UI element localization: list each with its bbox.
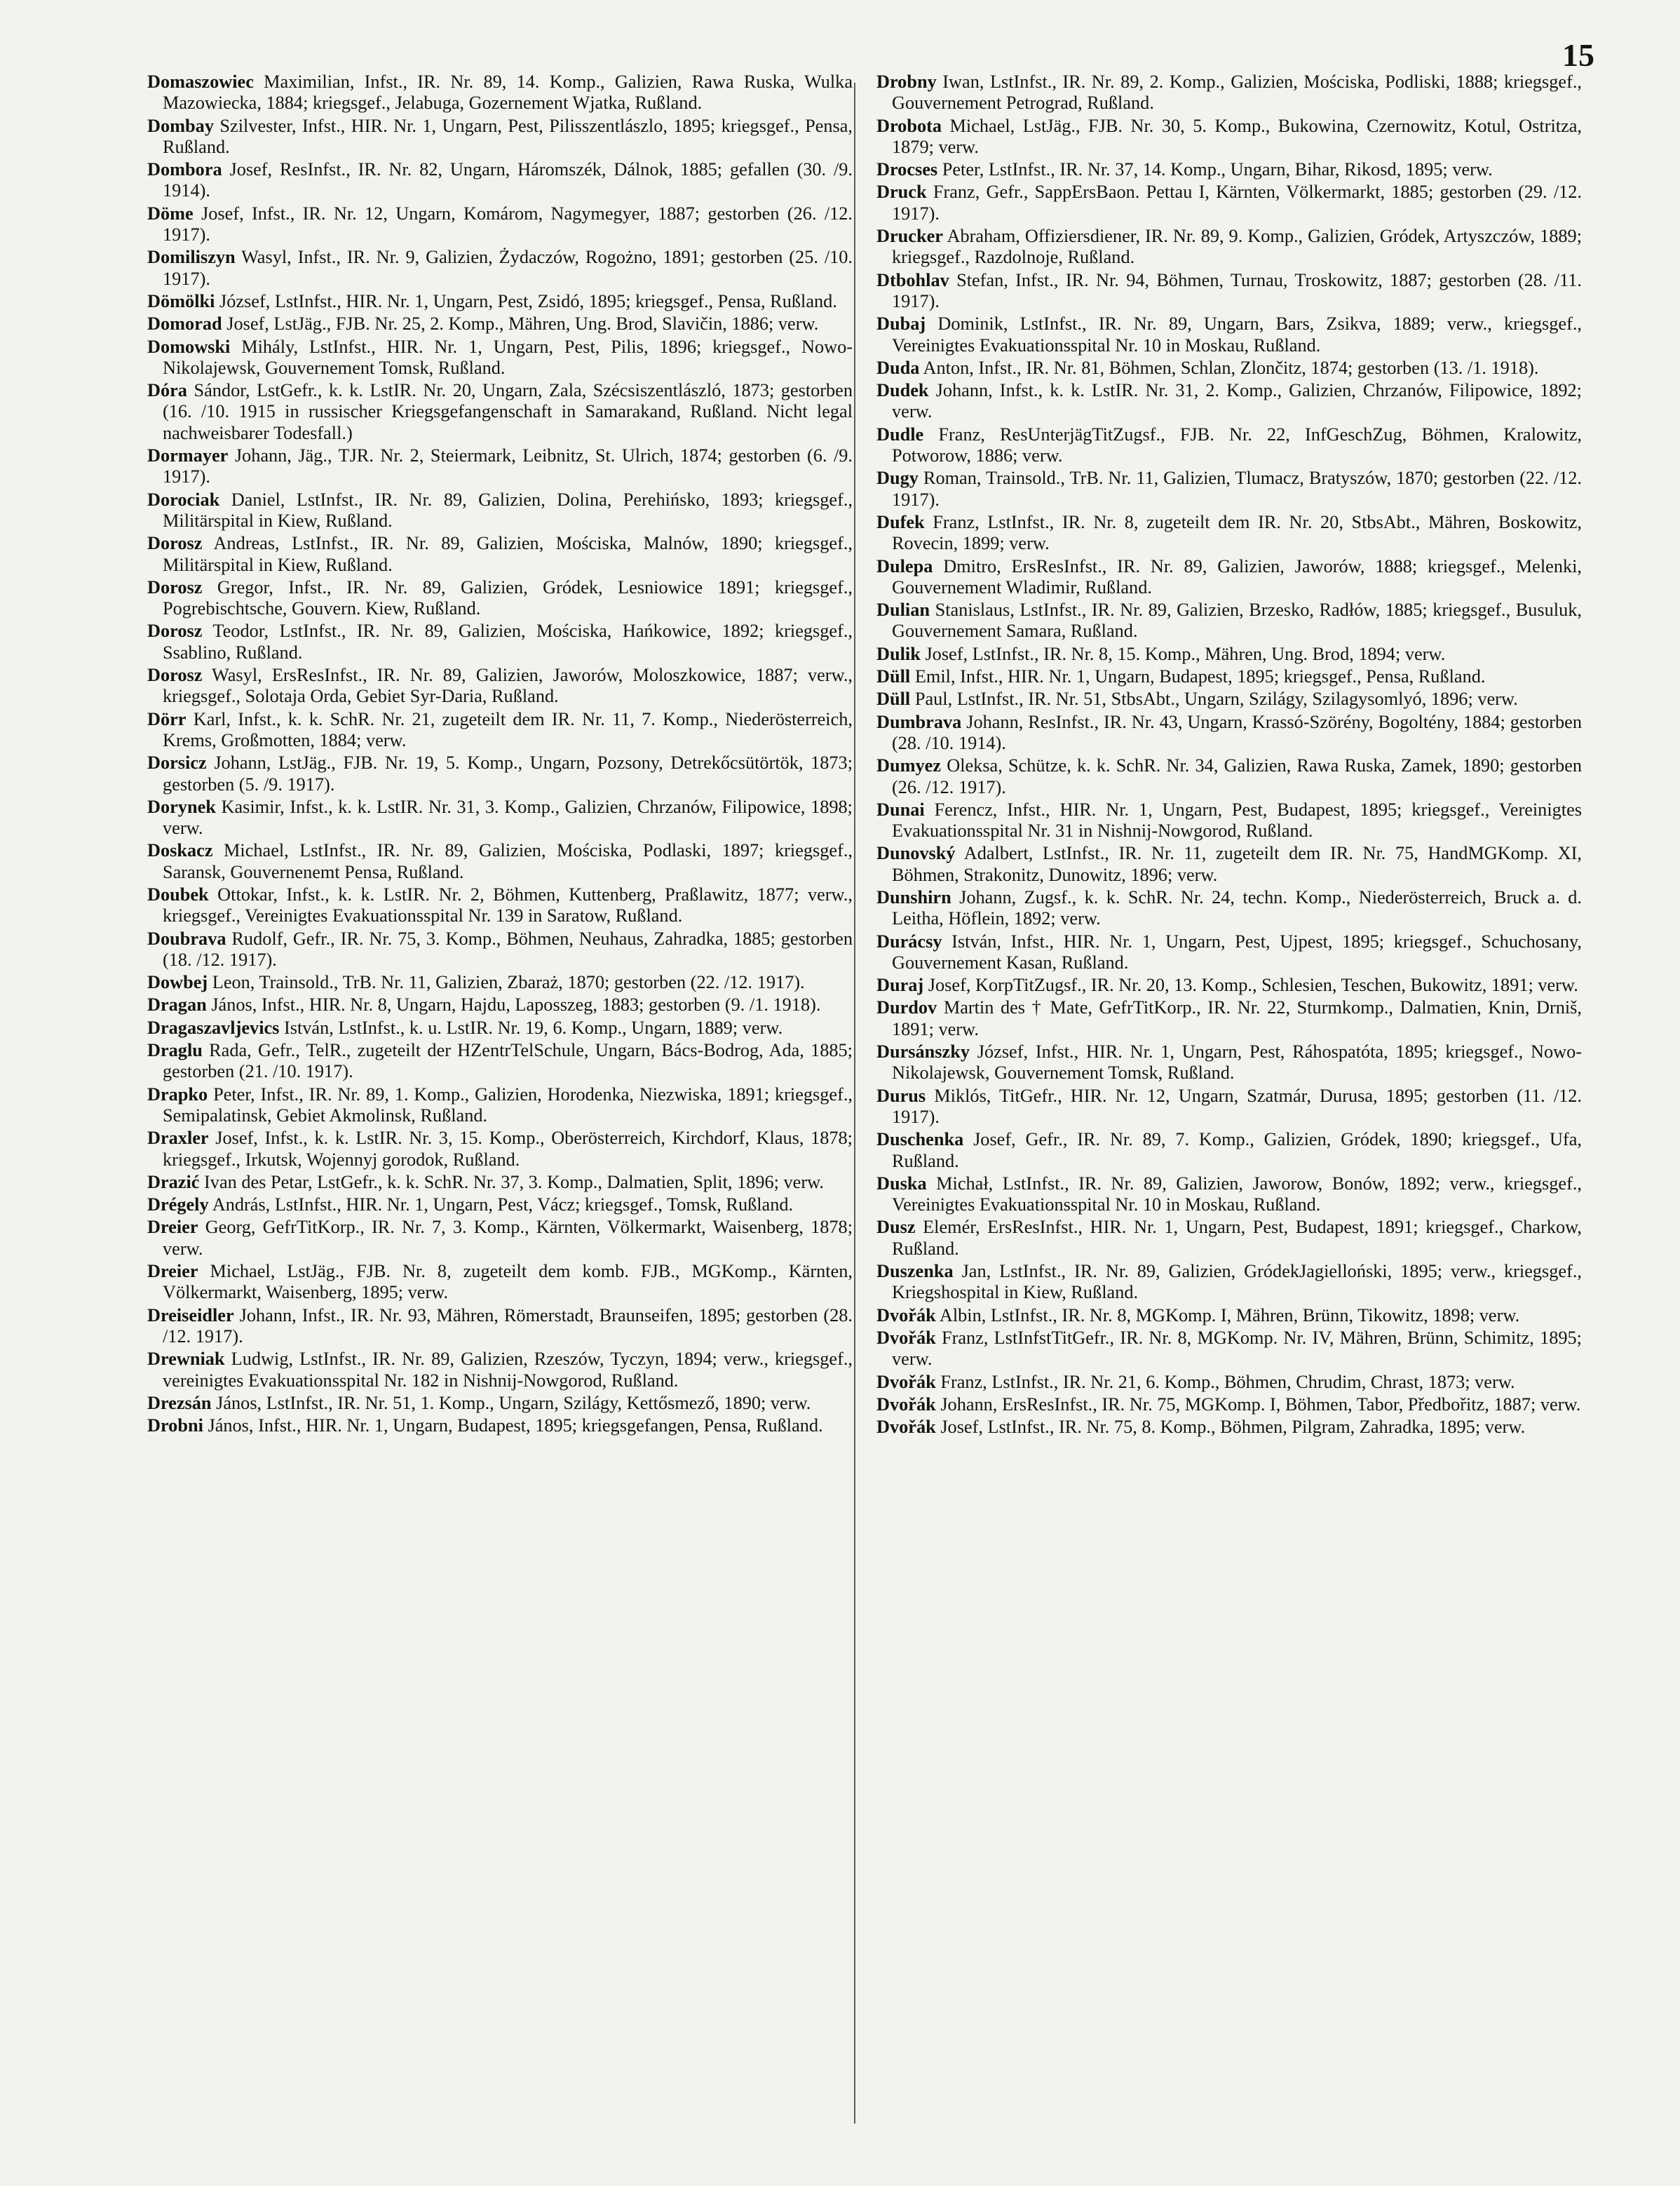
roster-entry: [147, 709, 853, 752]
entry-surname: Domorad: [147, 313, 222, 335]
entry-details: Johann, Zugsf., k. k. SchR. Nr. 24, techn. Komp., Niederösterreich, Bruck a. d. Leitha, Höflein, 1892; verw.: [892, 886, 1583, 929]
entry-surname: Dragan: [147, 994, 207, 1016]
entry-surname: Duraj: [876, 975, 924, 996]
entry-details: József, LstInfst., HIR. Nr. 1, Ungarn, Pest, Zsidó, 1895; kriegsgef., Pensa, Rußland.: [219, 290, 837, 311]
entry-surname: Dugy: [876, 468, 919, 489]
right-column: [876, 72, 1582, 1439]
entry-surname: Dreiseidler: [147, 1304, 234, 1325]
entry-surname: Durus: [876, 1085, 926, 1106]
entry-surname: Drewniak: [147, 1349, 225, 1370]
entry-surname: Dudle: [876, 424, 924, 445]
entry-details: Josef, LstInfst., IR. Nr. 75, 8. Komp., Böhmen, Pilgram, Zahradka, 1895; verw.: [940, 1417, 1526, 1438]
entry-details: Johann, LstJäg., FJB. Nr. 19, 5. Komp., Ungarn, Pozsony, Detrekőcsütörtök, 1873; gestorben (5. /9. 1917).: [163, 753, 853, 795]
roster-entry: [876, 1041, 1582, 1084]
roster-entry: [147, 1349, 853, 1391]
entry-surname: Dóra: [147, 380, 187, 401]
entry-surname: Drocses: [876, 159, 938, 180]
entry-details: Johann, Infst., k. k. LstIR. Nr. 31, 2. Komp., Galizien, Chrzanów, Filipowice, 1892; verw.: [892, 380, 1582, 422]
roster-entry: [147, 840, 853, 883]
entry-details: Ludwig, LstInfst., IR. Nr. 89, Galizien, Rzeszów, Tyczyn, 1894; verw., kriegsgef., vereinigtes Evakuationsspital Nr. 182 in Nishnij-Nowgorod, Rußland.: [163, 1349, 853, 1391]
roster-entry: [876, 270, 1582, 313]
entry-details: Miklós, TitGefr., HIR. Nr. 12, Ungarn, Szatmár, Durusa, 1895; gestorben (11. /12. 1917).: [892, 1085, 1583, 1127]
roster-entry: [876, 799, 1582, 842]
roster-entry: [876, 1173, 1582, 1216]
roster-entry: [147, 247, 853, 290]
entry-details: Ivan des Petar, LstGefr., k. k. SchR. Nr. 37, 3. Komp., Dalmatien, Split, 1896; verw.: [204, 1171, 824, 1192]
entry-surname: Dreier: [147, 1217, 198, 1238]
entry-details: Andreas, LstInfst., IR. Nr. 89, Galizien, Mościska, Malnów, 1890; kriegsgef., Militärspital in Kiew, Rußland.: [163, 533, 853, 575]
roster-entry: [147, 1261, 853, 1304]
roster-entry: [147, 621, 853, 663]
roster-entry: [876, 689, 1582, 710]
entry-surname: Dubaj: [876, 313, 926, 335]
roster-entry: [147, 1305, 853, 1348]
entry-surname: Dorsicz: [147, 753, 207, 774]
entry-details: Wasyl, Infst., IR. Nr. 9, Galizien, Żydaczów, Rogożno, 1891; gestorben (25. /10. 1917).: [163, 247, 853, 289]
entry-surname: Dvořák: [876, 1394, 936, 1415]
entry-details: Karl, Infst., k. k. SchR. Nr. 21, zugeteilt dem IR. Nr. 11, 7. Komp., Niederösterreich, Krems, Großmotten, 1884; verw.: [163, 708, 853, 750]
roster-entry: [876, 468, 1582, 511]
entry-details: Johann, Infst., IR. Nr. 93, Mähren, Römerstadt, Braunseifen, 1895; gestorben (28. /12. 1917).: [163, 1304, 853, 1347]
entry-details: Josef, KorpTitZugsf., IR. Nr. 20, 13. Komp., Schlesien, Teschen, Bukowitz, 1891; verw.: [928, 975, 1578, 996]
entry-details: Josef, Infst., k. k. LstIR. Nr. 3, 15. Komp., Oberösterreich, Kirchdorf, Klaus, 1878; kriegsgef., Irkutsk, Wojennyj gorodok, Rußland.: [163, 1128, 853, 1170]
entry-details: Peter, Infst., IR. Nr. 89, 1. Komp., Galizien, Horodenka, Niezwiska, 1891; kriegsgef., Semipalatinsk, Gebiet Akmolinsk, Rußland.: [163, 1084, 853, 1126]
roster-entry: [147, 1393, 853, 1414]
entry-surname: Dursánszky: [876, 1041, 970, 1062]
roster-entry: [147, 884, 853, 927]
entry-details: Rada, Gefr., TelR., zugeteilt der HZentrTelSchule, Ungarn, Bács-Bodrog, Ada, 1885; gestorben (21. /10. 1917).: [163, 1040, 853, 1082]
entry-details: Peter, LstInfst., IR. Nr. 37, 14. Komp., Ungarn, Bihar, Rikosd, 1895; verw.: [942, 159, 1493, 180]
roster-entry: [147, 1040, 853, 1083]
entry-details: József, Infst., HIR. Nr. 1, Ungarn, Pest, Ráhospatóta, 1895; kriegsgef., Nowo-Nikolajewsk, Gouvernement Tomsk, Rußland.: [892, 1041, 1582, 1084]
entry-surname: Drazić: [147, 1171, 200, 1192]
roster-entry: [147, 72, 853, 114]
entry-details: Emil, Infst., HIR. Nr. 1, Ungarn, Budapest, 1895; kriegsgef., Pensa, Rußland.: [914, 666, 1486, 687]
roster-entry: [147, 337, 853, 379]
roster-entry: [876, 1328, 1582, 1370]
roster-entry: [147, 445, 853, 488]
roster-entry: [876, 1086, 1582, 1128]
entry-surname: Dvořák: [876, 1327, 936, 1348]
roster-entry: [147, 1172, 853, 1193]
entry-surname: Duszenka: [876, 1261, 954, 1282]
entry-details: Teodor, LstInfst., IR. Nr. 89, Galizien, Mościska, Hańkowice, 1892; kriegsgef., Ssablino, Rußland.: [163, 621, 853, 663]
roster-entry: [147, 116, 853, 158]
entry-surname: Domiliszyn: [147, 247, 236, 268]
entry-surname: Dulepa: [876, 555, 933, 576]
entry-surname: Dombay: [147, 115, 214, 136]
entry-details: Iwan, LstInfst., IR. Nr. 89, 2. Komp., Galizien, Mościska, Podliski, 1888; kriegsgef., Gouvernement Petrograd, Rußland.: [892, 72, 1582, 114]
entry-surname: Dusz: [876, 1217, 916, 1238]
entry-details: Stefan, Infst., IR. Nr. 94, Böhmen, Turnau, Troskowitz, 1887; gestorben (28. /11. 1917).: [892, 269, 1583, 311]
entry-surname: Dvořák: [876, 1417, 936, 1438]
entry-details: Wasyl, ErsResInfst., IR. Nr. 89, Galizien, Jaworów, Moloszkowice, 1887; verw., kriegsgef., Solotaja Orda, Gebiet Syr-Daria, Rußland.: [163, 665, 853, 707]
entry-details: Gregor, Infst., IR. Nr. 89, Galizien, Gródek, Lesniowice 1891; kriegsgef., Pogrebischtsche, Gouvern. Kiew, Rußland.: [163, 576, 853, 619]
entry-details: Franz, LstInfst., IR. Nr. 21, 6. Komp., Böhmen, Chrudim, Chrast, 1873; verw.: [940, 1371, 1515, 1392]
roster-entry: [876, 159, 1582, 180]
entry-details: Dominik, LstInfst., IR. Nr. 89, Ungarn, Bars, Zsikva, 1889; verw., kriegsgef., Vereinigtes Evakuationsspital Nr. 10 in Moskau, Rußland.: [892, 313, 1582, 356]
roster-entry: [147, 929, 853, 971]
entry-surname: Dorociak: [147, 489, 220, 510]
page-number: 15: [1562, 37, 1594, 73]
roster-entry: [147, 994, 853, 1016]
entry-surname: Dorosz: [147, 621, 203, 642]
roster-entry: [876, 887, 1582, 930]
entry-details: Sándor, LstGefr., k. k. LstIR. Nr. 20, Ungarn, Zala, Szécsiszentlászló, 1873; gestorben (16. /10. 1915 in russischer Kriegsgefangenschaft in Samarakand, Rußland. Nicht legal nachweisbarer Todesfall.): [163, 380, 853, 443]
entry-details: Josef, LstJäg., FJB. Nr. 25, 2. Komp., Mähren, Ung. Brod, Slavičin, 1886; verw.: [226, 313, 819, 335]
entry-details: Johann, ResInfst., IR. Nr. 43, Ungarn, Krassó-Szörény, Bogoltény, 1884; gestorben (28. /10. 1914).: [892, 711, 1582, 753]
entry-surname: Duschenka: [876, 1129, 964, 1150]
roster-entry: [147, 1084, 853, 1127]
entry-details: Georg, GefrTitKorp., IR. Nr. 7, 3. Komp., Kärnten, Völkermarkt, Waisenberg, 1878; verw.: [163, 1217, 853, 1259]
entry-surname: Dreier: [147, 1261, 198, 1282]
entry-surname: Dufek: [876, 511, 925, 532]
entry-details: János, LstInfst., IR. Nr. 51, 1. Komp., Ungarn, Szilágy, Kettősmező, 1890; verw.: [216, 1392, 811, 1413]
entry-surname: Drucker: [876, 226, 943, 247]
entry-details: Oleksa, Schütze, k. k. SchR. Nr. 34, Galizien, Rawa Ruska, Zamek, 1890; gestorben (26. /12. 1917).: [892, 755, 1583, 797]
entry-details: Franz, ResUnterjägTitZugsf., FJB. Nr. 22, InfGeschZug, Böhmen, Kralowitz, Potworow, 1886; verw.: [892, 424, 1582, 466]
roster-entry: [876, 512, 1582, 555]
roster-entry: [876, 975, 1582, 996]
entry-details: István, LstInfst., k. u. LstIR. Nr. 19, 6. Komp., Ungarn, 1889; verw.: [283, 1017, 783, 1038]
entry-surname: Dowbej: [147, 972, 208, 993]
entry-surname: Drezsán: [147, 1392, 212, 1413]
entry-details: Johann, Jäg., TJR. Nr. 2, Steiermark, Leibnitz, St. Ulrich, 1874; gestorben (6. /9. 1917).: [163, 445, 853, 487]
column-divider: [854, 83, 855, 2124]
entry-details: Mihály, LstInfst., HIR. Nr. 1, Ungarn, Pest, Pilis, 1896; kriegsgef., Nowo-Nikolajewsk, Gouvernement Tomsk, Rußland.: [163, 336, 853, 378]
entry-details: Jan, LstInfst., IR. Nr. 89, Galizien, GródekJagielloński, 1895; verw., kriegsgef., Kriegshospital in Kiew, Rußland.: [892, 1261, 1583, 1303]
entry-details: Josef, Gefr., IR. Nr. 89, 7. Komp., Galizien, Gródek, 1890; kriegsgef., Ufa, Rußland.: [892, 1129, 1582, 1171]
entry-surname: Doskacz: [147, 840, 213, 861]
entry-surname: Dtbohlav: [876, 269, 949, 290]
roster-entry: [147, 797, 853, 839]
roster-entry: [876, 556, 1582, 599]
roster-entry: [876, 226, 1582, 269]
roster-entry: [147, 665, 853, 708]
entry-details: Dmitro, ErsResInfst., IR. Nr. 89, Galizien, Jaworów, 1888; kriegsgef., Melenki, Gouvernement Wladimir, Rußland.: [892, 555, 1582, 598]
entry-surname: Dvořák: [876, 1304, 936, 1325]
roster-entry: [876, 644, 1582, 665]
roster-entry: [876, 358, 1582, 379]
entry-surname: Dumbrava: [876, 711, 962, 732]
entry-details: Josef, ResInfst., IR. Nr. 82, Ungarn, Háromszék, Dálnok, 1885; gefallen (30. /9. 1914).: [163, 159, 853, 201]
roster-entry: [876, 182, 1582, 224]
entry-details: Franz, Gefr., SappErsBaon. Pettau I, Kärnten, Völkermarkt, 1885; gestorben (29. /12. 1917).: [892, 182, 1583, 224]
left-column: [147, 72, 853, 1438]
entry-details: Szilvester, Infst., HIR. Nr. 1, Ungarn, Pest, Pilisszentlászlo, 1895; kriegsgef., Pensa, Rußland.: [163, 115, 853, 157]
entry-surname: Düll: [876, 689, 911, 710]
entry-surname: Duda: [876, 357, 920, 378]
roster-entry: [876, 666, 1582, 687]
entry-details: Ferencz, Infst., HIR. Nr. 1, Ungarn, Pest, Budapest, 1895; kriegsgef., Vereinigtes Evakuationsspital Nr. 31 in Nishnij-Nowgorod, Rußland.: [892, 799, 1582, 842]
roster-entry: [876, 600, 1582, 642]
entry-details: Michael, LstInfst., IR. Nr. 89, Galizien, Mościska, Podlaski, 1897; kriegsgef., Saransk, Gouvernenemt Pensa, Rußland.: [163, 840, 853, 882]
entry-surname: Drapko: [147, 1084, 208, 1105]
roster-entry: [147, 313, 853, 335]
entry-details: Paul, LstInfst., IR. Nr. 51, StbsAbt., Ungarn, Szilágy, Szilagysomlyó, 1896; verw.: [914, 689, 1518, 710]
entry-surname: Draxler: [147, 1128, 209, 1149]
entry-details: András, LstInfst., HIR. Nr. 1, Ungarn, Pest, Vácz; kriegsgef., Tomsk, Rußland.: [212, 1194, 794, 1215]
roster-entry: [876, 72, 1582, 114]
entry-surname: Drobni: [147, 1415, 203, 1436]
entry-surname: Doubrava: [147, 928, 226, 949]
entry-surname: Dörr: [147, 708, 187, 729]
entry-surname: Döme: [147, 203, 194, 224]
roster-entry: [876, 712, 1582, 755]
entry-details: Daniel, LstInfst., IR. Nr. 89, Galizien, Dolina, Perehińsko, 1893; kriegsgef., Militärspital in Kiew, Rußland.: [163, 489, 853, 531]
roster-entry: [876, 1261, 1582, 1304]
roster-entry: [147, 159, 853, 202]
entry-details: Franz, LstInfst., IR. Nr. 8, zugeteilt dem IR. Nr. 20, StbsAbt., Mähren, Boskowitz, Rovecin, 1899; verw.: [892, 511, 1582, 554]
entry-details: Abraham, Offiziersdiener, IR. Nr. 89, 9. Komp., Galizien, Gródek, Artyszczów, 1889; kriegsgef., Razdolnoje, Rußland.: [892, 226, 1582, 268]
entry-surname: Druck: [876, 182, 927, 203]
entry-surname: Dunai: [876, 799, 925, 820]
roster-entry: [876, 1129, 1582, 1172]
entry-surname: Dragaszavljevics: [147, 1017, 280, 1038]
entry-surname: Durdov: [876, 997, 937, 1018]
entry-surname: Dorosz: [147, 533, 203, 554]
entry-surname: Drobota: [876, 115, 942, 136]
roster-entry: [147, 1018, 853, 1039]
roster-entry: [147, 380, 853, 444]
entry-surname: Dombora: [147, 159, 222, 180]
entry-surname: Dunshirn: [876, 886, 951, 908]
entry-surname: Dvořák: [876, 1371, 936, 1392]
entry-surname: Drobny: [876, 72, 937, 92]
entry-surname: Dudek: [876, 380, 929, 401]
roster-entry: [876, 1217, 1582, 1260]
entry-details: Albin, LstInfst., IR. Nr. 8, MGKomp. I, Mähren, Brünn, Tikowitz, 1898; verw.: [939, 1304, 1520, 1325]
entry-surname: Duska: [876, 1173, 927, 1194]
entry-surname: Dorosz: [147, 576, 203, 598]
roster-entry: [876, 313, 1582, 356]
entry-details: István, Infst., HIR. Nr. 1, Ungarn, Pest, Ujpest, 1895; kriegsgef., Schuchosany, Gouvernement Kasan, Rußland.: [892, 931, 1583, 973]
entry-details: Kasimir, Infst., k. k. LstIR. Nr. 31, 3. Komp., Galizien, Chrzanów, Filipowice, 1898; verw.: [163, 796, 853, 839]
roster-entry: [876, 843, 1582, 886]
entry-surname: Dorynek: [147, 796, 216, 817]
entry-details: Elemér, ErsResInfst., HIR. Nr. 1, Ungarn, Pest, Budapest, 1891; kriegsgef., Charkow, Rußland.: [892, 1217, 1583, 1259]
entry-details: Maximilian, Infst., IR. Nr. 89, 14. Komp., Galizien, Rawa Ruska, Wulka Mazowiecka, 1884; kriegsgef., Jelabuga, Gozernement Wjatka, Rußland.: [163, 72, 853, 114]
roster-entry: [876, 380, 1582, 423]
entry-surname: Drégely: [147, 1194, 209, 1215]
entry-details: Johann, ErsResInfst., IR. Nr. 75, MGKomp. I, Böhmen, Tabor, Předbořitz, 1887; verw.: [940, 1394, 1581, 1415]
entry-details: Michael, LstJäg., FJB. Nr. 30, 5. Komp., Bukowina, Czernowitz, Kotul, Ostritza, 1879; verw.: [892, 115, 1582, 157]
entry-details: Franz, LstInfstTitGefr., IR. Nr. 8, MGKomp. Nr. IV, Mähren, Brünn, Schimitz, 1895; verw.: [892, 1327, 1582, 1370]
roster-entry: [876, 116, 1582, 158]
entry-surname: Domowski: [147, 336, 231, 357]
entry-surname: Dormayer: [147, 445, 229, 466]
entry-details: Leon, Trainsold., TrB. Nr. 11, Galizien, Zbaraż, 1870; gestorben (22. /12. 1917).: [212, 972, 805, 993]
roster-entry: [147, 753, 853, 795]
roster-entry: [876, 1305, 1582, 1326]
entry-surname: Dunovský: [876, 843, 956, 864]
entry-surname: Draglu: [147, 1040, 203, 1061]
entry-surname: Durácsy: [876, 931, 942, 952]
roster-entry: [876, 931, 1582, 974]
entry-details: Josef, LstInfst., IR. Nr. 8, 15. Komp., Mähren, Ung. Brod, 1894; verw.: [925, 643, 1446, 664]
entry-details: János, Infst., HIR. Nr. 1, Ungarn, Budapest, 1895; kriegsgefangen, Pensa, Rußland.: [208, 1415, 823, 1436]
entry-surname: Dumyez: [876, 755, 942, 776]
entry-details: Martin des † Mate, GefrTitKorp., IR. Nr. 22, Sturmkomp., Dalmatien, Knin, Drniš, 1891; verw.: [892, 997, 1582, 1039]
roster-entry: [147, 533, 853, 576]
roster-entry: [147, 972, 853, 993]
roster-entry: [147, 203, 853, 246]
entry-details: Adalbert, LstInfst., IR. Nr. 11, zugeteilt dem IR. Nr. 75, HandMGKomp. XI, Böhmen, Strakonitz, Dunowitz, 1896; verw.: [892, 843, 1582, 885]
roster-entry: [876, 1394, 1582, 1415]
roster-entry: [876, 424, 1582, 467]
entry-surname: Dömölki: [147, 290, 215, 311]
entry-details: Roman, Trainsold., TrB. Nr. 11, Galizien, Tlumacz, Bratyszów, 1870; gestorben (22. /12. 1917).: [892, 468, 1582, 510]
entry-surname: Dorosz: [147, 665, 203, 686]
roster-entry: [147, 1217, 853, 1260]
entry-details: Anton, Infst., IR. Nr. 81, Böhmen, Schlan, Zlončitz, 1874; gestorben (13. /1. 1918).: [923, 357, 1539, 378]
roster-entry: [876, 1372, 1582, 1393]
entry-details: Josef, Infst., IR. Nr. 12, Ungarn, Komárom, Nagymegyer, 1887; gestorben (26. /12. 1917).: [163, 203, 853, 245]
roster-entry: [876, 997, 1582, 1040]
entry-details: Ottokar, Infst., k. k. LstIR. Nr. 2, Böhmen, Kuttenberg, Praßlawitz, 1877; verw., kriegsgef., Vereinigtes Evakuationsspital Nr. 139 in Saratow, Rußland.: [163, 884, 853, 926]
entry-surname: Dulik: [876, 643, 921, 664]
entry-details: Stanislaus, LstInfst., IR. Nr. 89, Galizien, Brzesko, Radłów, 1885; kriegsgef., Busuluk, Gouvernement Samara, Rußland.: [892, 600, 1582, 642]
roster-entry: [147, 1128, 853, 1170]
entry-details: János, Infst., HIR. Nr. 8, Ungarn, Hajdu, Laposszeg, 1883; gestorben (9. /1. 1918).: [211, 994, 821, 1016]
entry-surname: Dulian: [876, 600, 930, 621]
roster-entry: [147, 1415, 853, 1436]
entry-surname: Düll: [876, 666, 911, 687]
entry-details: Michał, LstInfst., IR. Nr. 89, Galizien, Jaworow, Bonów, 1892; verw., kriegsgef., Vereinigtes Evakuationsspital Nr. 10 in Moskau, Rußland.: [892, 1173, 1582, 1215]
roster-entry: [147, 577, 853, 620]
roster-entry: [147, 490, 853, 532]
roster-entry: [147, 1194, 853, 1215]
entry-details: Rudolf, Gefr., IR. Nr. 75, 3. Komp., Böhmen, Neuhaus, Zahradka, 1885; gestorben (18. /12. 1917).: [163, 928, 853, 970]
entry-details: Michael, LstJäg., FJB. Nr. 8, zugeteilt dem komb. FJB., MGKomp., Kärnten, Völkermarkt, Waisenberg, 1895; verw.: [163, 1261, 853, 1303]
entry-surname: Domaszowiec: [147, 72, 254, 92]
roster-entry: [147, 291, 853, 312]
roster-entry: [876, 755, 1582, 798]
roster-entry: [876, 1417, 1582, 1438]
entry-surname: Doubek: [147, 884, 209, 905]
